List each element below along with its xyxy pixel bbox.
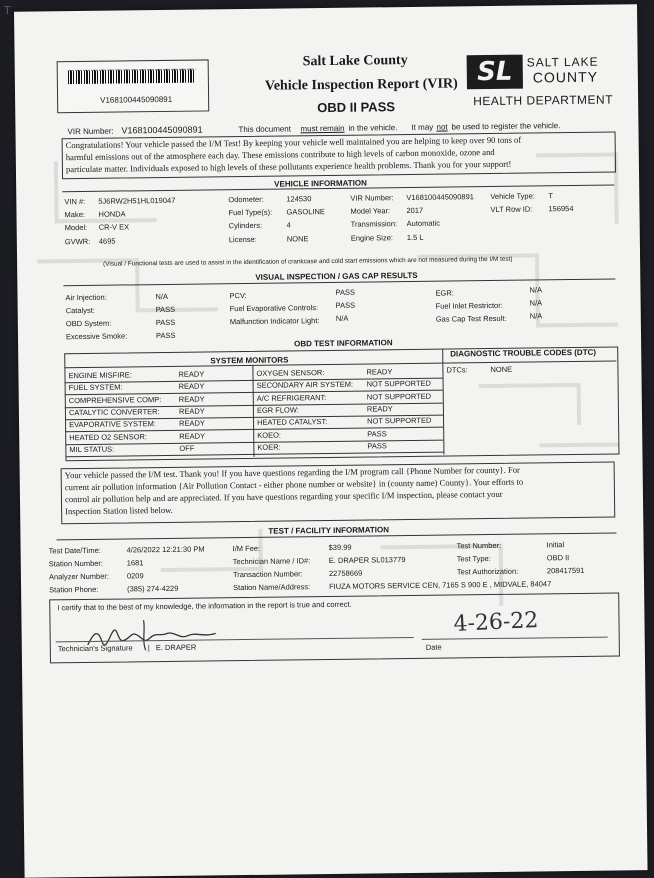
make-value: HONDA xyxy=(98,209,126,219)
visual-note: (Visual / Functional tests are used to assist in the identification of crankcase and cold start emissions which are not measured during the I/M test) xyxy=(103,255,513,268)
monitor-status: NOT SUPPORTED xyxy=(366,415,432,426)
barcode-number: V168100445090891 xyxy=(100,94,173,105)
engine-size-label: Engine Size: xyxy=(350,233,393,243)
monitor-name: OXYGEN SENSOR: xyxy=(256,368,325,378)
monitor-status: READY xyxy=(366,404,393,414)
model-label: Model: xyxy=(64,222,88,233)
odometer-value: 124530 xyxy=(286,194,312,204)
vir-number-value: V168100445090891 xyxy=(406,192,474,203)
monitor-name: SECONDARY AIR SYSTEM: xyxy=(256,379,354,391)
logo-line1: SALT LAKE xyxy=(526,54,599,70)
gvwr-value: 4695 xyxy=(98,236,116,246)
monitor-name: EGR FLOW: xyxy=(256,405,299,415)
monitor-name: CATALYTIC CONVERTER: xyxy=(68,406,160,418)
signature-separator: | xyxy=(147,643,150,653)
mil-light-label: Malfunction Indicator Light: xyxy=(229,316,320,327)
logo-line2: COUNTY xyxy=(532,68,599,86)
test-type-label: Test Type: xyxy=(456,554,491,564)
obd-system-label: OBD System: xyxy=(65,318,112,329)
signature-label: Technician's Signature xyxy=(57,643,133,654)
monitor-name: MIL STATUS: xyxy=(69,444,115,454)
test-date-label: Test Date/Time: xyxy=(48,545,101,556)
fuel-inlet-label: Fuel Inlet Restrictor: xyxy=(435,300,503,311)
analyzer-label: Analyzer Number: xyxy=(48,571,110,582)
congrats-line: harmful emissions out of the atmosphere each day. These emissions contribute to high levels of carbon monoxide, ozone and xyxy=(65,146,495,163)
vin-value: 5J6RW2H51HL019047 xyxy=(98,195,176,206)
monitor-status: READY xyxy=(178,406,205,416)
catalyst-value: PASS xyxy=(155,304,176,315)
license-value: NONE xyxy=(286,234,309,244)
monitor-status: PASS xyxy=(367,441,387,451)
engine-size-value: 1.5 L xyxy=(406,232,424,243)
test-number-label: Test Number: xyxy=(456,540,502,551)
vir-text3: It may xyxy=(411,122,434,132)
im-fee-label: I/M Fee: xyxy=(232,543,261,554)
monitor-name: HEATED O2 SENSOR: xyxy=(69,431,148,442)
mil-light-value: N/A xyxy=(335,313,349,323)
monitor-status: READY xyxy=(366,367,393,377)
date-label: Date xyxy=(425,642,442,652)
fuel-type-label: Fuel Type(s): xyxy=(228,207,273,218)
dtcs-value: NONE xyxy=(490,364,513,375)
make-label: Make: xyxy=(64,209,85,220)
monitor-status: PASS xyxy=(367,428,387,439)
fuel-evap-label: Fuel Evaporative Controls: xyxy=(229,303,319,314)
monitor-name: FUEL SYSTEM: xyxy=(68,382,123,393)
cylinders-value: 4 xyxy=(286,220,291,230)
cylinders-label: Cylinders: xyxy=(228,220,263,231)
facility-title: TEST / FACILITY INFORMATION xyxy=(268,525,390,536)
vehicle-type-value: T xyxy=(548,191,553,201)
logo-line3: HEALTH DEPARTMENT xyxy=(473,92,614,109)
certify-text: I certify that to the best of my knowledge, the information in the report is true and correct. xyxy=(57,599,352,613)
obd-info-title: OBD TEST INFORMATION xyxy=(294,338,393,349)
test-number-value: Initial xyxy=(546,540,565,550)
vehicle-info-title: VEHICLE INFORMATION xyxy=(274,178,367,189)
air-injection-label: Air Injection: xyxy=(65,292,107,303)
monitor-name: COMPREHENSIVE COMP: xyxy=(68,394,162,405)
monitor-status: READY xyxy=(179,418,205,429)
gvwr-label: GVWR: xyxy=(64,236,91,247)
vehicle-type-label: Vehicle Type: xyxy=(490,191,535,202)
passed-line: current air pollution information {Air Pollution Contact - either phone number or website} in (county name) County}. Your efforts to xyxy=(64,476,524,493)
fuel-type-value: GASOLINE xyxy=(286,207,325,217)
barcode-box xyxy=(57,59,210,113)
pcv-value: PASS xyxy=(335,287,355,297)
monitor-name: HEATED CATALYST: xyxy=(257,417,328,428)
vir-must-remain: must remain xyxy=(300,123,345,134)
monitor-status: READY xyxy=(178,381,205,392)
test-type-value: OBD II xyxy=(546,553,570,563)
monitor-status: NOT SUPPORTED xyxy=(366,391,432,402)
pcv-label: PCV: xyxy=(229,290,247,301)
vlt-row-value: 156954 xyxy=(548,203,574,214)
egr-value: N/A xyxy=(529,285,543,295)
analyzer-value: 0209 xyxy=(126,571,144,581)
catalyst-label: Catalyst: xyxy=(65,305,95,316)
dtc-title: DIAGNOSTIC TROUBLE CODES (DTC) xyxy=(450,347,597,359)
station-number-label: Station Number: xyxy=(48,558,104,569)
report-status: OBD II PASS xyxy=(317,99,396,116)
odometer-label: Odometer: xyxy=(228,194,264,205)
station-number-value: 1681 xyxy=(126,558,144,568)
monitor-name: A/C REFRIGERANT: xyxy=(256,392,327,403)
technician-value: E. DRAPER SL013779 xyxy=(328,555,406,566)
report-title-line2: Vehicle Inspection Report (VIR) xyxy=(264,76,458,94)
report-title-line1: Salt Lake County xyxy=(302,53,408,70)
station-address-label: Station Name/Address: xyxy=(233,582,311,593)
gas-cap-label: Gas Cap Test Result: xyxy=(435,313,507,324)
monitor-name: ENGINE MISFIRE: xyxy=(68,370,132,381)
model-value: CR-V EX xyxy=(98,222,130,232)
license-label: License: xyxy=(228,234,257,245)
monitor-name: KOER: xyxy=(257,442,281,452)
excessive-smoke-label: Excessive Smoke: xyxy=(65,331,128,342)
vir-number: V168100445090891 xyxy=(121,124,203,136)
model-year-value: 2017 xyxy=(406,205,424,216)
monitor-status: NOT SUPPORTED xyxy=(366,379,431,389)
dtcs-label: DTCs: xyxy=(446,365,468,375)
vir-label: VIR Number: xyxy=(67,126,114,137)
passed-message-box xyxy=(61,462,616,525)
vir-text4: be used to register the vehicle. xyxy=(451,121,561,132)
monitor-status: READY xyxy=(178,369,205,379)
keyboard-key: T xyxy=(4,4,11,17)
station-phone-label: Station Phone: xyxy=(49,584,99,595)
vlt-row-label: VLT Row ID: xyxy=(490,204,533,214)
fuel-inlet-value: N/A xyxy=(529,298,543,308)
transaction-label: Transaction Number: xyxy=(232,569,303,580)
model-year-label: Model Year: xyxy=(350,206,391,216)
vir-text2: in the vehicle. xyxy=(348,123,398,133)
passed-line: control air pollution help and are appreciated. If you have questions regarding your specific I/M inspection, please contact your xyxy=(64,488,503,505)
monitor-status: OFF xyxy=(179,443,195,453)
technician-label: Technician Name / ID#: xyxy=(232,556,311,567)
transmission-value: Automatic xyxy=(406,218,441,229)
congrats-line: particulate matter. Individuals exposed to high levels of these pollutants experience health problems. Thank you for your support! xyxy=(65,158,512,175)
station-address-value: FIUZA MOTORS SERVICE CEN, 7165 S 900 E , MIDVALE, 84047 xyxy=(329,579,552,591)
test-auth-label: Test Authorization: xyxy=(456,566,519,577)
test-date-value: 4/26/2022 12:21:30 PM xyxy=(126,544,205,555)
congrats-line: Congratulations! Your vehicle passed the I/M Test! By keeping your vehicle well maintained you are helping to keep over 90 tons of xyxy=(65,134,522,151)
station-phone-value: (385) 274-4229 xyxy=(127,583,179,594)
system-monitors-title: SYSTEM MONITORS xyxy=(210,355,289,366)
obd-system-value: PASS xyxy=(155,317,176,328)
passed-line: Your vehicle passed the I/M test. Thank you! If you have questions regarding the I/M program call {Phone Number for county}. For xyxy=(64,464,520,481)
vir-number-label: VIR Number: xyxy=(350,193,394,203)
congratulations-box xyxy=(62,131,616,179)
barcode-bars xyxy=(68,69,196,85)
excessive-smoke-value: PASS xyxy=(155,330,176,341)
passed-line: Inspection Station listed below. xyxy=(65,504,173,517)
im-fee-value: $39.99 xyxy=(328,542,352,553)
gas-cap-value: N/A xyxy=(529,311,543,321)
monitor-status: READY xyxy=(179,431,206,441)
vir-not: not xyxy=(436,122,448,132)
monitor-name: KOEO: xyxy=(257,430,282,440)
monitor-name: EVAPORATIVE SYSTEM: xyxy=(69,419,156,430)
fuel-evap-value: PASS xyxy=(335,300,356,310)
handwritten-date: 4-26-22 xyxy=(452,607,539,637)
transmission-label: Transmission: xyxy=(350,219,398,229)
vir-text1: This document xyxy=(238,124,291,135)
visual-inspection-title: VISUAL INSPECTION / GAS CAP RESULTS xyxy=(255,270,418,282)
test-auth-value: 208417591 xyxy=(546,565,585,576)
inspection-report-page xyxy=(14,4,648,878)
transaction-value: 22758669 xyxy=(328,568,363,579)
county-logo-mark: SL xyxy=(467,55,523,90)
vin-label: VIN #: xyxy=(64,196,86,207)
egr-label: EGR: xyxy=(435,288,454,298)
air-injection-value: N/A xyxy=(155,291,169,302)
signature-name: E. DRAPER xyxy=(155,642,197,653)
monitor-status: READY xyxy=(178,394,205,404)
